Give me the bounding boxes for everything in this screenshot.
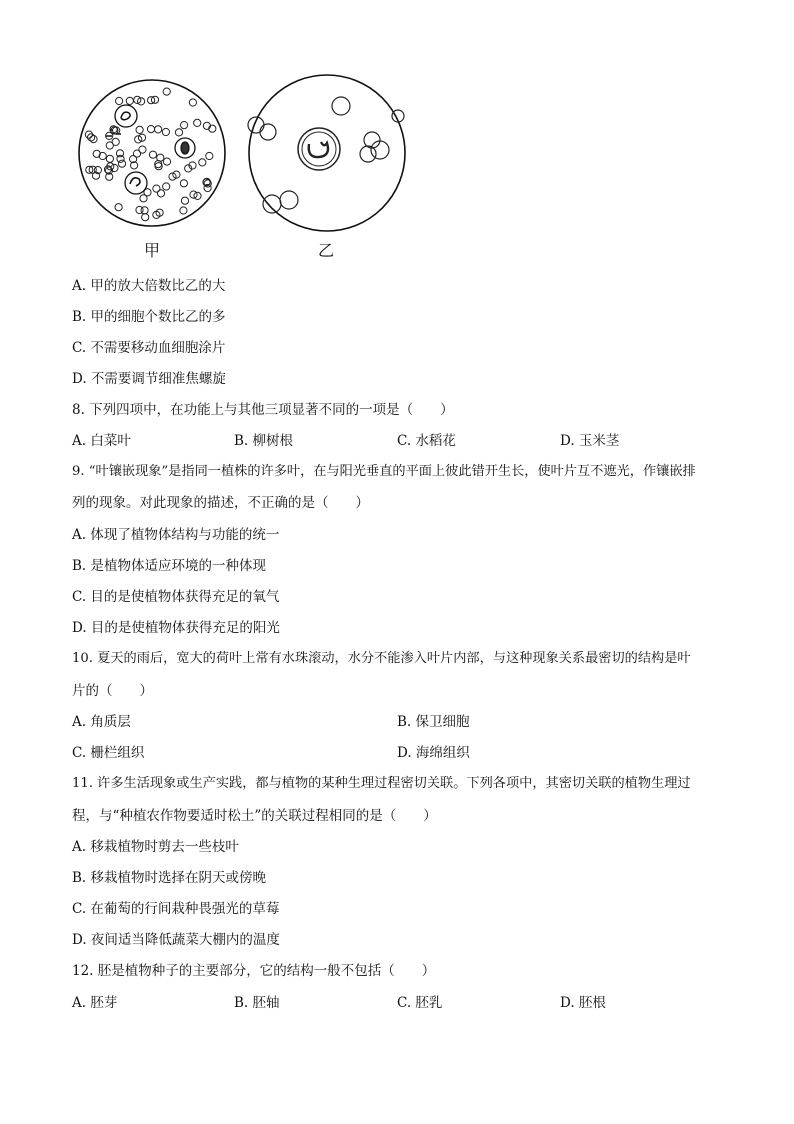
q12-option-d: D. 胚根 — [560, 995, 606, 1011]
red-blood-cell — [199, 159, 206, 166]
red-blood-cell — [206, 152, 213, 159]
q7-option-c: C. 不需要移动血细胞涂片 — [72, 340, 226, 356]
red-blood-cell — [155, 126, 162, 133]
q11-option-b: B. 移栽植物时选择在阴天或傍晚 — [72, 870, 267, 886]
q8-option-a: A. 白菜叶 — [72, 433, 131, 449]
red-blood-cell — [116, 97, 123, 104]
q10-stem-line-1: 10. 夏天的雨后，宽大的荷叶上常有水珠滚动，水分不能渗入叶片内部，与这种现象关系最密切的结构是叶 — [72, 651, 691, 666]
red-blood-cell — [189, 99, 196, 106]
q8-option-d: D. 玉米茎 — [560, 433, 620, 449]
red-blood-cell — [163, 158, 170, 165]
red-blood-cell — [181, 122, 188, 129]
red-blood-cell — [93, 150, 100, 157]
red-blood-cell — [163, 183, 170, 190]
red-blood-cell — [90, 136, 97, 143]
red-blood-cell — [175, 129, 182, 136]
q10-option-d: D. 海绵组织 — [397, 745, 470, 761]
red-blood-cell — [180, 180, 187, 187]
q9-stem-line-2: 列的现象。对此现象的描述，不正确的是（ ） — [72, 495, 369, 511]
q11-stem-line-1: 11. 许多生活现象或生产实践，都与植物的某种生理过程密切关联。下列各项中，其密切关联的植物生理过 — [72, 776, 691, 791]
red-blood-cell — [115, 204, 122, 211]
figure-label-yi: 乙 — [318, 241, 335, 260]
red-blood-cell — [106, 155, 113, 162]
q7-option-d: D. 不需要调节细准焦螺旋 — [72, 371, 226, 387]
q8-stem: 8. 下列四项中，在功能上与其他三项显著不同的一项是（ ） — [72, 402, 454, 418]
q9-option-a: A. 体现了植物体结构与功能的统一 — [72, 527, 280, 543]
red-blood-cell — [106, 142, 113, 149]
red-blood-cell — [180, 207, 187, 214]
red-blood-cell — [157, 154, 164, 161]
q11-option-d: D. 夜间适当降低蔬菜大棚内的温度 — [72, 932, 280, 948]
q7-option-a: A. 甲的放大倍数比乙的大 — [72, 278, 226, 294]
q10-option-a: A. 角质层 — [72, 714, 131, 730]
red-blood-cell — [153, 185, 160, 192]
red-blood-cell — [181, 197, 188, 204]
red-blood-cell — [136, 126, 143, 133]
q11-option-c: C. 在葡萄的行间栽种畏强光的草莓 — [72, 901, 280, 917]
red-blood-cell — [133, 150, 140, 157]
red-blood-cell — [147, 126, 154, 133]
q12-option-a: A. 胚芽 — [72, 995, 118, 1011]
q9-stem-line-1: 9. “叶镶嵌现象”是指同一植株的许多叶，在与阳光垂直的平面上彼此错开生长，使叶片互不遮光，作镶嵌排 — [72, 464, 696, 479]
red-blood-cell — [194, 119, 201, 126]
microscope-figure — [72, 74, 422, 264]
red-blood-cell — [142, 214, 149, 221]
q12-stem: 12. 胚是植物种子的主要部分，它的结构一般不包括（ ） — [72, 963, 436, 979]
red-blood-cell — [162, 128, 169, 135]
q10-option-b: B. 保卫细胞 — [397, 714, 470, 730]
q11-stem-line-2: 程，与“种植农作物要适时松土”的关联过程相同的是（ ） — [72, 808, 437, 824]
red-blood-cell — [126, 97, 133, 104]
red-blood-cell — [194, 192, 201, 199]
q7-option-b: B. 甲的细胞个数比乙的多 — [72, 309, 226, 325]
red-blood-cell — [163, 88, 170, 95]
red-blood-cell — [118, 160, 125, 167]
q10-stem-line-2: 片的（ ） — [72, 683, 153, 699]
red-blood-cell — [157, 190, 164, 197]
q12-option-c: C. 胚乳 — [397, 995, 443, 1011]
q12-option-b: B. 胚轴 — [234, 995, 280, 1011]
q11-option-a: A. 移栽植物时剪去一些枝叶 — [72, 839, 239, 855]
microscope-views-illustration — [72, 74, 422, 234]
q8-option-c: C. 水稻花 — [397, 433, 456, 449]
q9-option-c: C. 目的是使植物体获得充足的氧气 — [72, 589, 280, 605]
q10-option-c: C. 栅栏组织 — [72, 745, 145, 761]
q9-option-b: B. 是植物体适应环境的一种体现 — [72, 558, 267, 574]
red-blood-cell — [149, 151, 156, 158]
red-blood-cell — [141, 207, 148, 214]
figure-label-jia: 甲 — [144, 241, 161, 260]
q8-option-b: B. 柳树根 — [234, 433, 294, 449]
q9-option-d: D. 目的是使植物体获得充足的阳光 — [72, 620, 280, 636]
